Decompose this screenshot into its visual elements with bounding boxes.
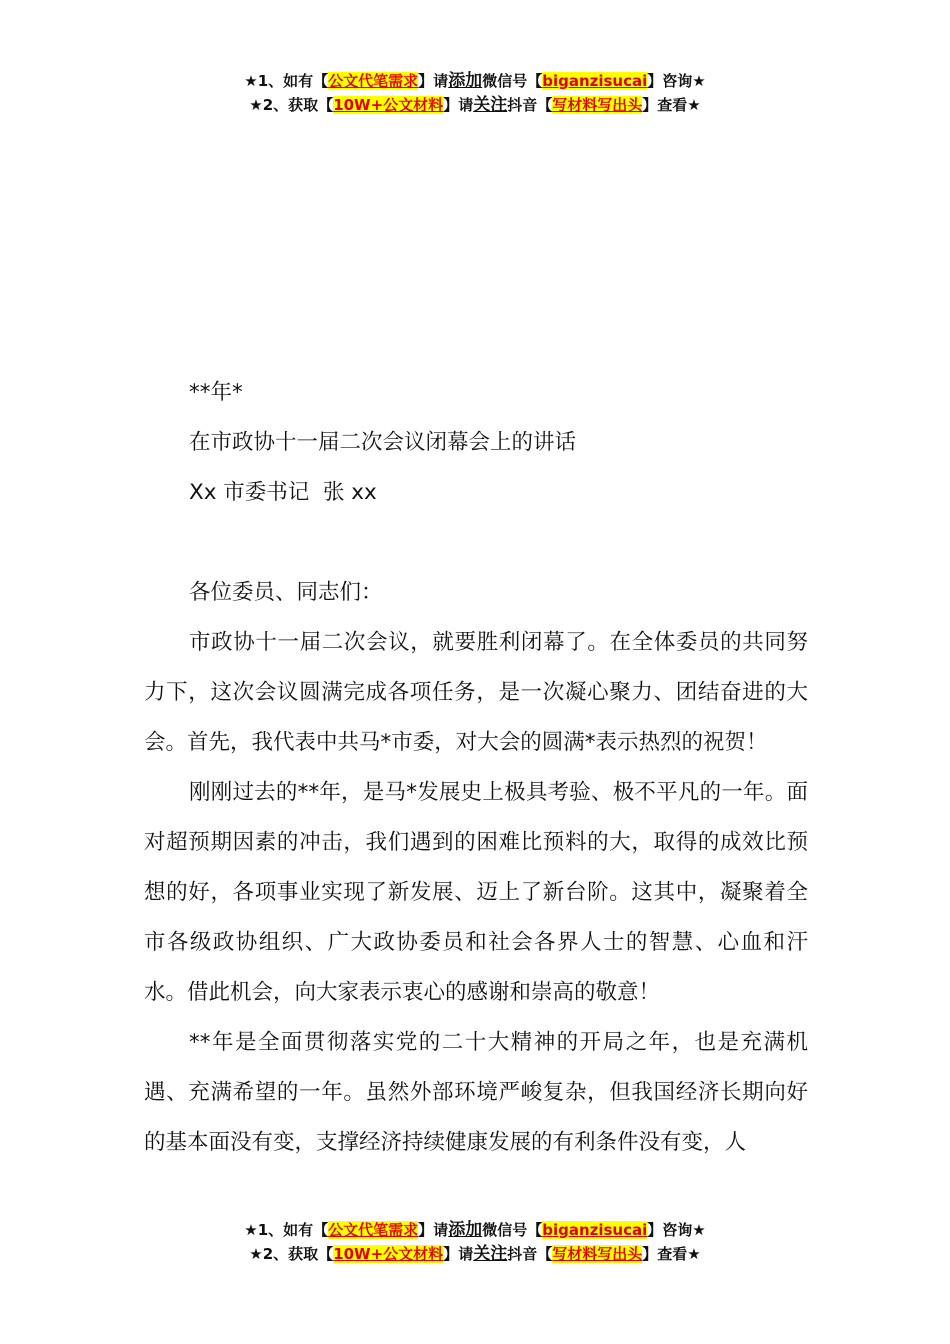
underlined-text: 关注 <box>473 1244 508 1264</box>
highlight: 公文代笔需求 <box>328 1221 419 1239</box>
author-line: Xx 市委书记 张 xx <box>189 480 377 505</box>
text: 】咨询★ <box>647 1221 706 1239</box>
text: ★2、获取【 <box>249 1245 334 1263</box>
text: ★1、如有【 <box>244 1221 329 1239</box>
highlight: 10W+公文材料 <box>333 1245 444 1263</box>
year-line: **年* <box>189 380 243 405</box>
wechat-id: biganzisucai <box>542 72 648 90</box>
banner-line-1 <box>0 1218 950 1242</box>
salutation: 各位委员、同志们： <box>189 580 383 605</box>
header-banner <box>0 69 950 117</box>
banner-line-2 <box>0 1242 950 1266</box>
text: ★2、获取【 <box>249 96 334 114</box>
text: 】请 <box>418 1221 449 1239</box>
douyin-id: 写材料写出头 <box>552 1245 643 1263</box>
footer-banner <box>0 1218 950 1266</box>
text: 抖音【 <box>507 96 553 114</box>
text: 微信号【 <box>482 72 543 90</box>
document-body <box>144 368 808 1168</box>
underlined-text: 添加 <box>448 71 483 91</box>
banner-line-1 <box>0 69 950 93</box>
highlight: 公文代笔需求 <box>328 72 419 90</box>
text: 抖音【 <box>507 1245 553 1263</box>
speech-title: 在市政协十一届二次会议闭幕会上的讲话 <box>189 430 577 455</box>
text: 】请 <box>443 96 474 114</box>
text: 】查看★ <box>642 1245 701 1263</box>
text: 】查看★ <box>642 96 701 114</box>
text: 微信号【 <box>482 1221 543 1239</box>
underlined-text: 关注 <box>473 95 508 115</box>
text: 】请 <box>418 72 449 90</box>
paragraph: 市政协十一届二次会议，就要胜利闭幕了。在全体委员的共同努力下，这次会议圆满完成各项任务，是一次凝心聚力、团结奋进的大会。首先，我代表中共马*市委，对大会的圆满*表示热烈的祝贺！ <box>144 630 808 755</box>
wechat-id: biganzisucai <box>542 1221 648 1239</box>
text: ★1、如有【 <box>244 72 329 90</box>
paragraph: 刚刚过去的**年，是马*发展史上极具考验、极不平凡的一年。面对超预期因素的冲击，我们遇到的困难比预料的大，取得的成效比预想的好，各项事业实现了新发展、迈上了新台阶。这其中，凝聚着全市各级政协组织、广大政协委员和社会各界人士的智慧、心血和汗水。借此机会，向大家表示衷心的感谢和崇高的敬意！ <box>144 780 808 1005</box>
text: 】咨询★ <box>647 72 706 90</box>
paragraph: **年是全面贯彻落实党的二十大精神的开局之年，也是充满机遇、充满希望的一年。虽然外部环境严峻复杂，但我国经济长期向好的基本面没有变，支撑经济持续健康发展的有利条件没有变，人 <box>144 1030 808 1155</box>
highlight: 10W+公文材料 <box>333 96 444 114</box>
douyin-id: 写材料写出头 <box>552 96 643 114</box>
text: 】请 <box>443 1245 474 1263</box>
banner-line-2 <box>0 93 950 117</box>
underlined-text: 添加 <box>448 1220 483 1240</box>
